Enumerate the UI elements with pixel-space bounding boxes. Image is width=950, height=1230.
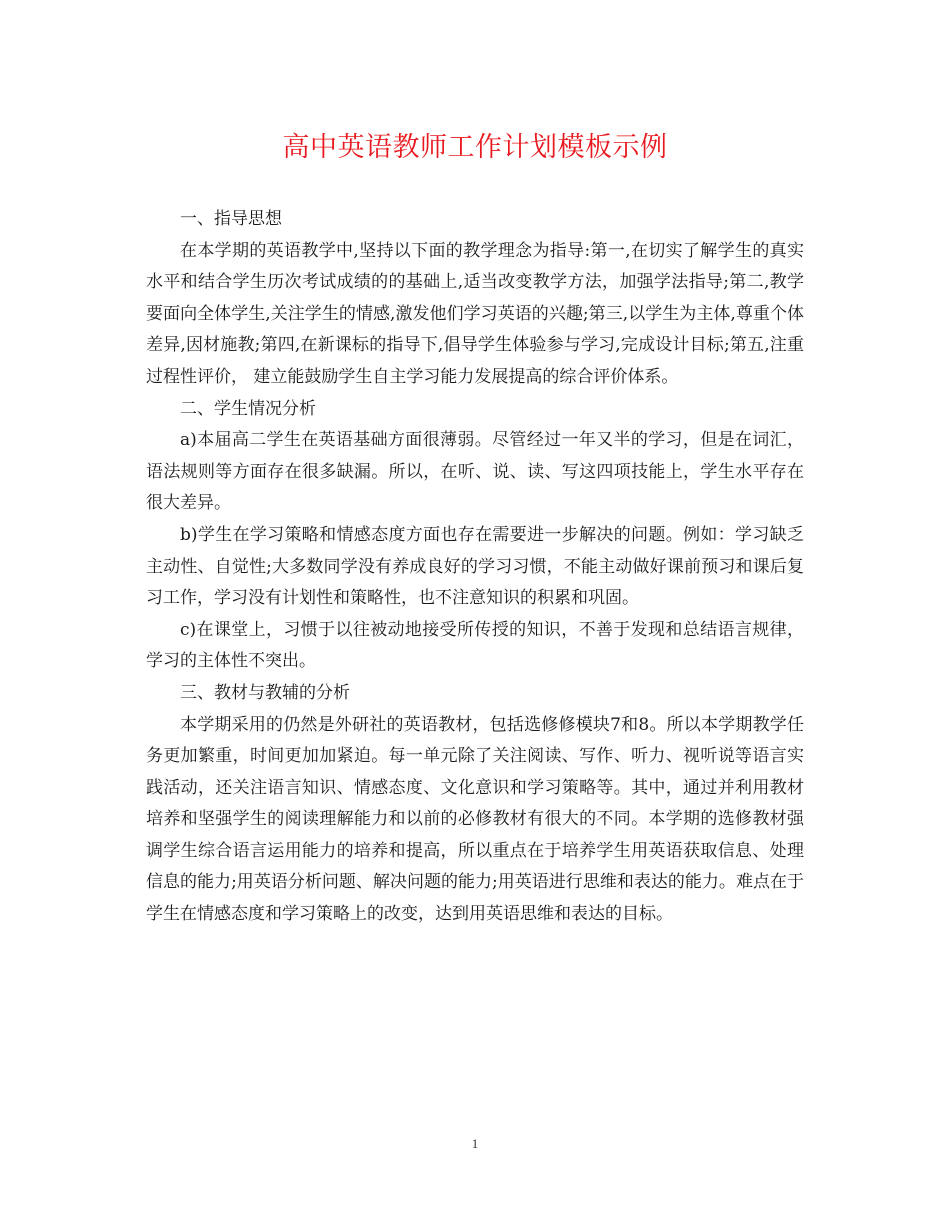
paragraph-student-analysis-c: c)在课堂上，习惯于以往被动地接受所传授的知识，不善于发现和总结语言规律，学习的主体性不突出。 [146,619,804,672]
paragraph-guiding-ideology: 在本学期的英语教学中,坚持以下面的教学理念为指导:第一,在切实了解学生的真实水平和结合学生历次考试成绩的的基础上,适当改变教学方法，加强学法指导;第二,教学要面向全体学生,关注学生的情感,激发他们学习英语的兴趣;第三,以学生为主体,尊重个体差异,因材施教;第四,在新课标的指导下,倡导学生体验参与学习,完成设计目标;第五,注重过程性评价， 建立能鼓励学生自主学习能力发展提高的综合评价体系。 [146,240,804,387]
section-heading-student-analysis: 二、学生情况分析 [180,398,316,419]
paragraph-textbook-analysis: 本学期采用的仍然是外研社的英语教材，包括选修修模块7和8。所以本学期教学任务更加繁重，时间更加加紧迫。每一单元除了关注阅读、写作、听力、视听说等语言实践活动，还关注语言知识、情感态度、文化意识和学习策略等。其中，通过并利用教材培养和坚强学生的阅读理解能力和以前的必修教材有很大的不同。本学期的选修教材强调学生综合语言运用能力的培养和提高，所以重点在于培养学生用英语获取信息、处理信息的能力;用英语分析问题、解决问题的能力;用英语进行思维和表达的能力。难点在于学生在情感态度和学习策略上的改变，达到用英语思维和表达的目标。 [146,714,804,925]
page-number: 1 [471,1136,479,1151]
page-title: 高中英语教师工作计划模板示例 [282,132,668,163]
document-body [146,204,804,931]
section-heading-guiding-ideology: 一、指导思想 [180,209,282,229]
section-heading-textbook-analysis: 三、教材与教辅的分析 [180,682,350,703]
paragraph-student-analysis-a: a)本届高二学生在英语基础方面很薄弱。尽管经过一年又半的学习，但是在词汇，语法规则等方面存在很多缺漏。所以，在听、说、读、写这四项技能上，学生水平存在很大差异。 [146,430,804,514]
paragraph-student-analysis-b: b)学生在学习策略和情感态度方面也存在需要进一步解决的问题。例如：学习缺乏主动性、自觉性;大多数同学没有养成良好的学习习惯，不能主动做好课前预习和课后复习工作，学习没有计划性和策略性，也不注意知识的积累和巩固。 [146,524,804,609]
